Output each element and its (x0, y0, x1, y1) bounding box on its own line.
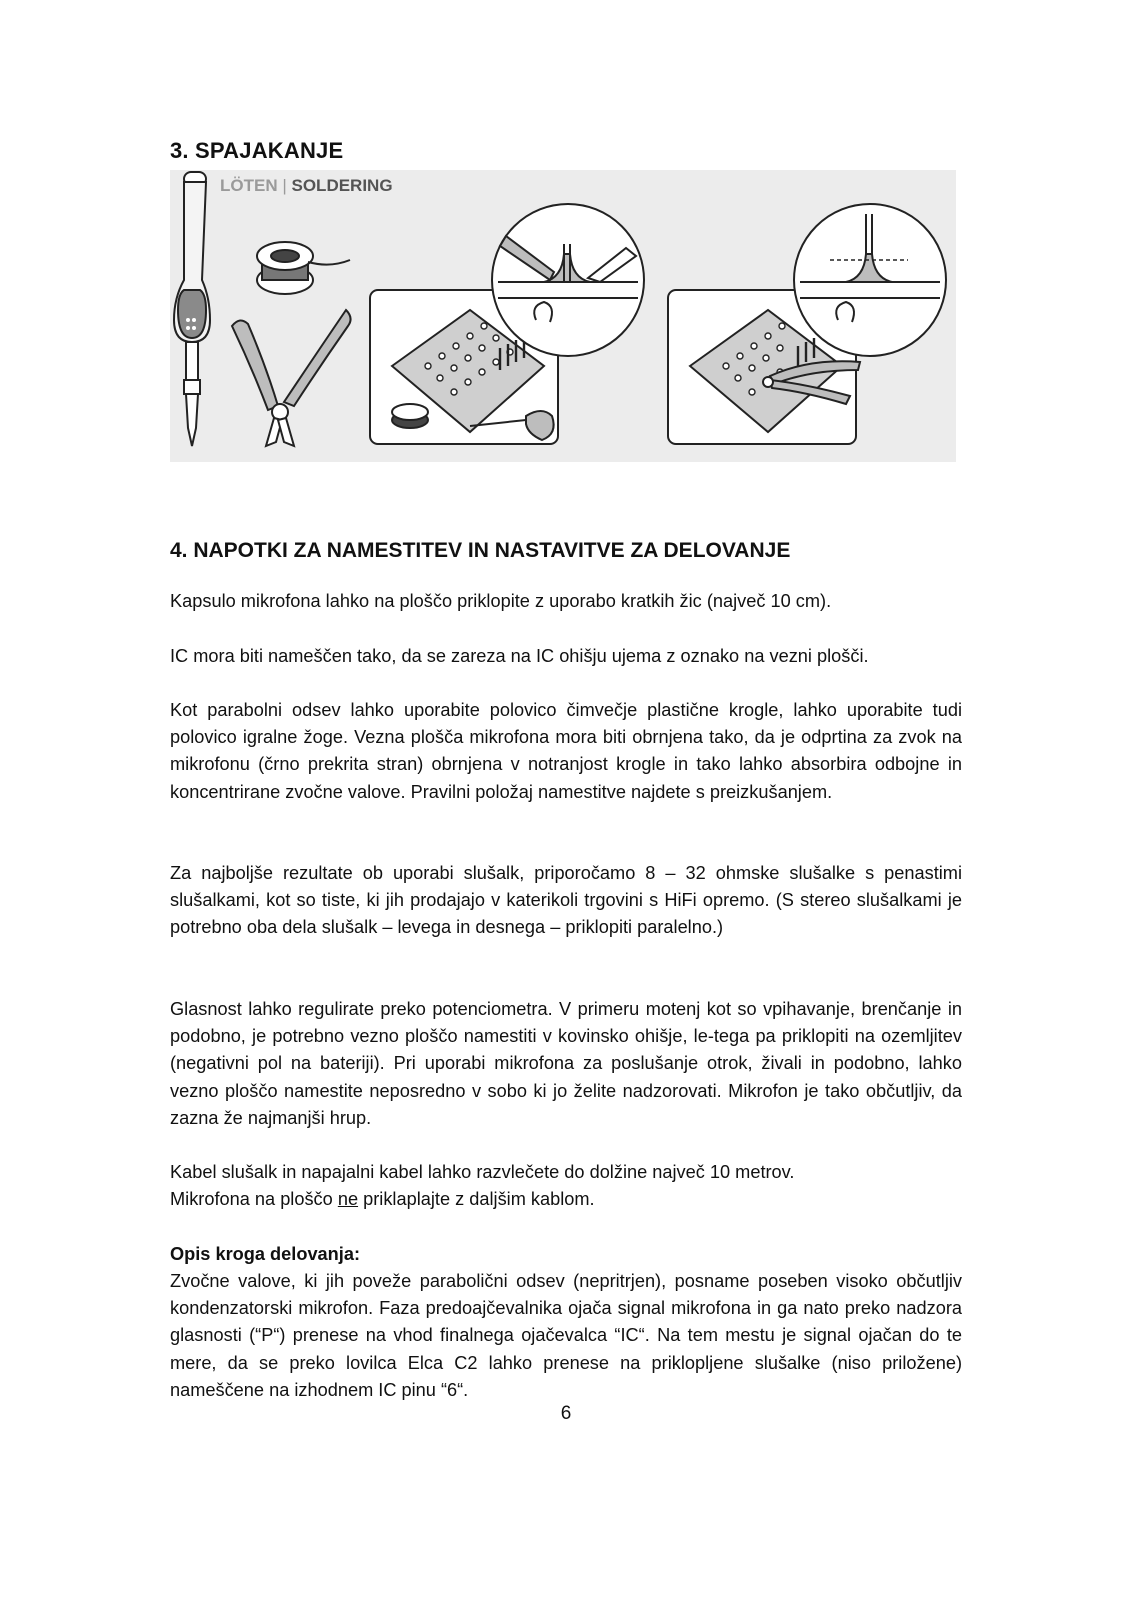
caption-english: SOLDERING (291, 176, 393, 195)
page-number: 6 (560, 1403, 572, 1424)
figure-caption (220, 176, 393, 196)
paragraph-6-pre: Mikrofona na ploščo (170, 1189, 338, 1210)
paragraph-1: Kapsulo mikrofona lahko na ploščo priklopite z uporabo kratkih žic (največ 10 cm). (170, 591, 832, 611)
section-4-heading: 4. NAPOTKI ZA NAMESTITEV IN NASTAVITVE ZA DELOVANJE (170, 539, 791, 562)
paragraph-6-line-1: Kabel slušalk in napajalni kabel lahko razvlečete do dolžine največ 10 metrov. (170, 1162, 795, 1182)
soldering-iron-icon (174, 172, 210, 446)
circuit-description-heading: Opis kroga delovanja: (170, 1244, 361, 1264)
paragraph-3: Kot parabolni odsev lahko uporabite polovico čimvečje plastične krogle, lahko uporabite tudi polovico igralne žoge. Vezna plošča mikrofona mora biti obrnjena tako, da je odprtina za zvok na mikrofonu (črno prekrita stran) obrnjena v notranjost krogle in tako lahko absorbira odbojne in koncentrirane zvočne valove. Pravilni položaj namestitve najdete s preizkušanjem. (170, 700, 962, 802)
paragraph-6-underlined: ne (337, 1189, 359, 1210)
paragraph-7: Zvočne valove, ki jih poveže parabolični odsev (nepritrjen), posname poseben visoko občutljiv kondenzatorski mikrofon. Faza predoajčevalnika ojača signal mikrofona in ga nato preko nadzora glasnosti (“P“) prenese na vhod finalnega ojačevalca “IC“. Na tem mestu je signal ojačan do te mere, da se preko lovilca Elca C2 lahko prenese na priklopljene slušalke (niso priložene) nameščene na izhodnem IC pinu “6“. (170, 1271, 962, 1400)
paragraph-2: IC mora biti nameščen tako, da se zareza na IC ohišju ujema z oznako na vezni plošči. (170, 646, 869, 666)
section-3-heading: 3. SPAJAKANJE (170, 138, 344, 163)
soldering-illustration (170, 170, 956, 462)
solder-reel-icon (257, 242, 350, 294)
paragraph-6-post: priklaplajte z daljšim kablom. (358, 1189, 595, 1210)
caption-separator: | (282, 176, 287, 195)
side-cutter-icon (232, 310, 351, 446)
solder-joint-magnifier (492, 204, 644, 356)
trimmed-joint-magnifier (794, 204, 946, 356)
paragraph-5: Glasnost lahko regulirate preko potenciometra. V primeru motenj kot so vpihavanje, brenčanje in podobno, je potrebno vezno ploščo namestiti v kovinsko ohišje, le-tega pa priklopiti na ozemljitev (negativni pol na bateriji). Pri uporabi mikrofona za poslušanje otrok, živali in podobno, lahko vezno ploščo namestite neposredno v sobo ki jo želite nadzorovati. Mikrofon je tako občutljiv, da zazna že najmanjši hrup. (170, 999, 962, 1128)
paragraph-6 (170, 1159, 962, 1213)
caption-german: LÖTEN (220, 176, 278, 195)
paragraph-4: Za najboljše rezultate ob uporabi slušalk, priporočamo 8 – 32 ohmske slušalke s penastimi slušalkami, kot so tiste, ki jih prodajajo v katerikoli trgovini s HiFi opremo. (S stereo slušalkami je potrebno oba dela slušalk – levega in desnega – priklopiti paralelno.) (170, 863, 962, 938)
